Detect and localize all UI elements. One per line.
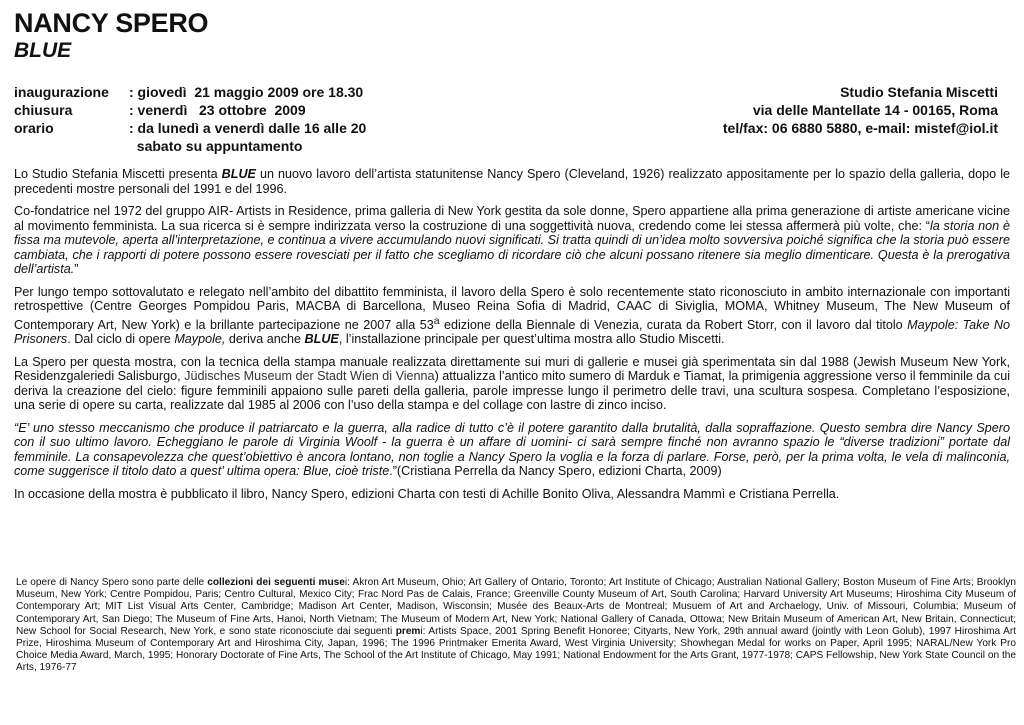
footnote-emphasis: prem [395, 625, 421, 637]
info-value: : giovedì 21 maggio 2009 ore 18.30 [129, 84, 364, 100]
paragraph-recognition [14, 285, 1010, 347]
gallery-address: via delle Mantellate 14 - 00165, Roma [752, 102, 998, 118]
collections-footnote [16, 577, 1016, 675]
gallery-phone-email: tel/fax: 06 6880 5880, e-mail: mistef@iol.it [722, 120, 998, 136]
text-span: i: Artists Space, 2001 Spring Benefit Honoree; Cityarts, New York, 29th annual award (jointly with Leon Golub), 1997 Hiroshima Art Prize, Hiroshima Museum of Contemporary Art and Hiroshima City, Japan, 1996; The 1996 Printmaker Emerita Award, West Virginia University; Showhegan Medal for works on Paper, April 1995; NARAL/New York Pro Choice Media Award, March, 1995; Honorary Doctorate of Fine Arts, The School of the Art Institute of Chicago, May 1991; National Endowment for the Arts Grant, 1977-1978; CAPS Fellowship, New York State Council on the Arts, 1976-77 [16, 625, 1016, 674]
gallery-name: Studio Stefania Miscetti [840, 84, 998, 100]
paragraph-intro [14, 167, 1010, 196]
body-text [14, 167, 1010, 501]
museum-name: Jüdisches Museum der Stadt Wien di Vienna [184, 369, 435, 384]
info-value: : da lunedì a venerdì dalle 16 alle 20 [129, 120, 367, 136]
work-title: Maypole, [174, 332, 226, 347]
text-span: deriva anche [225, 332, 305, 347]
text-span: ” [74, 262, 79, 276]
quote-source: .”(Cristiana Perrella da Nancy Spero, edizioni Charta, 2009) [389, 464, 722, 479]
ordinal-sup: a [433, 314, 440, 327]
info-row [14, 137, 366, 155]
footnote-emphasis: collezioni dei seguenti muse [207, 577, 345, 588]
artist-name: NANCY SPERO [14, 8, 209, 38]
paragraph-technique [14, 355, 1010, 413]
text-span: La Spero per questa mostra, con la tecnica della stampa manuale realizzata direttamente sui muri di gallerie e musei già sperimentata sin dal 1988 (Jewish Museum New York, Residenzgaleriedi Salisburgo, [14, 354, 1010, 384]
info-row [14, 119, 366, 137]
title-emphasis: BLUE [221, 167, 256, 181]
text-span: Le opere di Nancy Spero sono parte delle [16, 577, 208, 588]
exhibition-title: BLUE [14, 39, 72, 62]
info-label [14, 137, 129, 155]
info-label: chiusura [14, 102, 73, 118]
title-emphasis: BLUE [304, 332, 339, 347]
footnote-text [16, 577, 1016, 675]
artist-quote: la storia non è fissa ma mutevole, aperta all’interpretazione, e continua a vivere accumulando nuovi significati. Si tratta quindi di un’idea molto sovversiva poiché significa che la storia può essere cambiata, che i rapporti di potere possono essere rovesciati per il fatto che scegliamo di ricordare ciò che alcuni possano ritenere sia meglio dimenticare. Questa è la prerogativa dell’artista. [14, 218, 1010, 276]
text-span: Lo Studio Stefania Miscetti presenta [14, 167, 222, 181]
paragraph-publication: In occasione della mostra è pubblicato il libro, Nancy Spero, edizioni Charta con testi di Achille Bonito Oliva, Alessandra Mammì e Cristiana Perrella. [14, 486, 840, 501]
info-row [14, 101, 366, 119]
paragraph-background [14, 204, 1010, 277]
critic-quote: “E’ uno stesso meccanismo che produce il patriarcato e la guerra, alla radice di tutto c’è il potere garantito dalla brutalità, dalla sopraffazione. Questo sembra dire Nancy Spero con il suo ultimo lavoro. Echeggiano le parole di Virginia Woolf - la guerra è un affare di uomini- ci sarà sempre finché non avranno spazio le “diverse tradizioni” portate dal femminile. La consapevolezza che quest’obiettivo è ancora lontano, non toglie a Nancy Spero la voglia e la forza di parlare. Forse, però, per la prima volta, le vela di malinconia, come suggerisce il titolo dato a quest’ ultima opera: Blue, cioè triste [14, 420, 1010, 479]
text-span: , l’installazione principale per quest’ultima mostra allo Studio Miscetti. [338, 332, 725, 347]
press-release [14, 8, 1010, 509]
text-span: edizione della Biennale di Venezia, curata da Robert Storr, con il lavoro dal titolo [439, 317, 908, 332]
paragraph-critic-quote [14, 421, 1010, 479]
exhibition-info [14, 83, 1010, 155]
text-span: un nuovo lavoro dell’artista statunitense Nancy Spero (Cleveland, 1926) realizzato appositamente per lo spazio della galleria, dopo le precedenti mostre personali del 1991 e del 1996. [14, 167, 1010, 196]
gallery-contact [723, 83, 998, 137]
text-span: ) attualizza l’antico mito sumero di Marduk e Tiamat, la primigenia aggressione verso il femminile da cui deriva la creazione del cielo: figure femminili appaiono sulle pareti della galleria, parole impresse lungo il perimetro delle travi, una scultura sospesa. Completano l’esposizione, una serie di opere su carta, realizzate dal 1985 al 2006 con l’uso della stampa e del collage con lastre di zinco inciso. [14, 369, 1011, 413]
info-value: : venerdì 23 ottobre 2009 [129, 102, 306, 118]
work-title: Maypole: Take No Prisoners [14, 317, 1010, 347]
info-value: sabato su appuntamento [129, 138, 303, 154]
dates-block [14, 83, 366, 155]
text-span: . Dal ciclo di opere [67, 332, 175, 347]
info-row [14, 83, 366, 101]
text-span: Co-fondatrice nel 1972 del gruppo AIR- Artists in Residence, prima galleria di New York gestita da sole donne, Spero appartiene alla prima generazione di artiste americane vicine al movimento femminista. La sua ricerca si è sempre indirizzata verso la costruzione di una soggettività nuova, credendo come lei stessa affermerà più volte, che: “ [14, 204, 1010, 233]
text-span: i: Akron Art Museum, Ohio; Art Gallery of Ontario, Toronto; Art Institute of Chicago; Australian National Gallery; Boston Museum of Fine Arts; Brooklyn Museum, New York; Centre Pompidou, Paris; Centro Cultural, Mexico City; Frac Nord Pas de Calais, France; Greenville County Museum of Art, South Carolina; Harvard University Art Museums; Hiroshima City Museum of Contemporary Art; MIT List Visual Arts Center, Cambridge; Madison Art Center, Madison, Wisconsin; Musée des Beaux-Arts de Montreal; Musuem of Art and Archaelogy, Univ. of Missouri, Columbia; Museum of Contemporary Art, San Diego; The Museum of Fine Arts, Hanoi, North Vietnam; The Museum of Modern Art, New York; National Gallery of Canada, Ottowa; New Britain Museum of American Art, New Britain, Connecticut; New School for Social Research, New York, e sono state riconosciute dai seguenti [16, 577, 1016, 637]
info-label: inaugurazione [14, 84, 109, 100]
text-span: Per lungo tempo sottovalutato e relegato nell’ambito del dibattito femminista, il lavoro della Spero è solo recentemente stato riconosciuto in ambito internazionale con importanti retrospettive (Centre Georges Pompidou Paris, MACBA di Barcellona, Museo Reina Sofia di Madrid, CAAC di Siviglia, MOMA, Whitney Museum, The New Museum of Contemporary Art, New York) e la brillante partecipazione ne 2007 alla 53 [14, 284, 1010, 332]
info-label: orario [14, 120, 54, 136]
